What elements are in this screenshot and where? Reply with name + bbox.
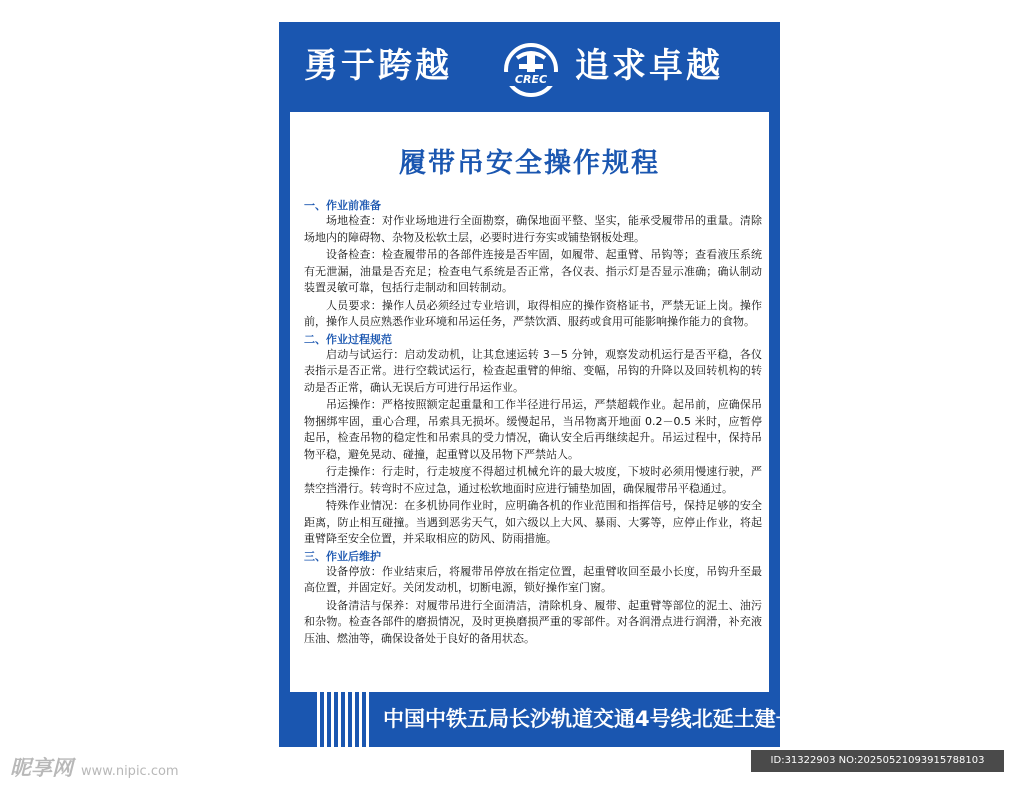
paragraph: 吊运操作：严格按照额定起重量和工作半径进行吊运，严禁超载作业。起吊前，应确保吊物捆绑牢固，重心合理，吊索具无损坏。缓慢起吊，当吊物离开地面 0.2－0.5 米时，应暂停起吊，检查吊物的稳定性和吊索具的受力情况，确认安全后再继续起升。吊运过程中，保持吊物平稳，避免晃动、碰撞，起重臂以及吊物下严禁站人。 (304, 398, 762, 461)
organization-name: 中国中铁五局长沙轨道交通4号线北延土建一标项目部 (383, 707, 881, 731)
svg-text:CREC: CREC (514, 73, 548, 86)
paragraph: 行走操作：行走时，行走坡度不得超过机械允许的最大坡度，下坡时必须用慢速行驶，严禁空挡滑行。转弯时不应过急，通过松软地面时应进行铺垫加固，确保履带吊平稳通过。 (304, 465, 762, 495)
paragraph: 启动与试运行：启动发动机，让其怠速运转 3－5 分钟，观察发动机运行是否平稳，各仪表指示是否正常。进行空载试运行，检查起重臂的伸缩、变幅，吊钩的升降以及回转机构的转动是否正常，确认无误后方可进行吊运作业。 (304, 347, 762, 394)
watermark-site (10, 752, 179, 782)
page-title: 履带吊安全操作规程 (399, 148, 660, 179)
paragraph: 设备停放：作业结束后，将履带吊停放在指定位置，起重臂收回至最小长度，吊钩升至最高位置，并固定好。关闭发动机，切断电源，锁好操作室门窗。 (304, 564, 762, 594)
watermark-id: ID:31322903 NO:20250521093915788103 (751, 750, 1004, 772)
slogan-left: 勇于跨越 (304, 46, 452, 86)
section-heading: 三、作业后维护 (304, 549, 381, 563)
stripes-decoration (317, 692, 373, 747)
safety-poster (279, 22, 881, 747)
poster-header (279, 22, 780, 112)
watermark-site-name: 昵享网 (10, 756, 73, 780)
paragraph: 场地检查：对作业场地进行全面勘察，确保地面平整、坚实，能承受履带吊的重量。清除场地内的障碍物、杂物及松软土层，必要时进行夯实或铺垫钢板处理。 (304, 214, 762, 244)
content-panel (290, 112, 769, 692)
section-heading: 一、作业前准备 (304, 199, 381, 212)
slogan-right: 追求卓越 (575, 46, 723, 86)
paragraph: 设备清洁与保养：对履带吊进行全面清洁，清除机身、履带、起重臂等部位的泥土、油污和杂物。检查各部件的磨损情况，及时更换磨损严重的零部件。对各润滑点进行润滑，补充液压油、燃油等，确保设备处于良好的备用状态。 (304, 598, 762, 645)
poster-footer (279, 692, 881, 747)
paragraph: 人员要求：操作人员必须经过专业培训，取得相应的操作资格证书，严禁无证上岗。操作前，操作人员应熟悉作业环境和吊运任务，严禁饮酒、服药或食用可能影响操作能力的食物。 (304, 298, 762, 328)
paragraph: 特殊作业情况：在多机协同作业时，应明确各机的作业范围和指挥信号，保持足够的安全距离，防止相互碰撞。当遇到恶劣天气，如六级以上大风、暴雨、大雾等，应停止作业，将起重臂降至安全位置，并采取相应的防风、防雨措施。 (304, 499, 762, 545)
crec-logo-icon (499, 42, 563, 98)
procedure-content (304, 198, 762, 648)
paragraph: 设备检查：检查履带吊的各部件连接是否牢固，如履带、起重臂、吊钩等；查看液压系统有无泄漏，油量是否充足；检查电气系统是否正常，各仪表、指示灯是否显示准确；确认制动装置灵敏可靠，包括行走制动和回转制动。 (304, 248, 762, 294)
watermark-url: www.nipic.com (81, 764, 179, 779)
section-heading: 二、作业过程规范 (304, 332, 392, 346)
